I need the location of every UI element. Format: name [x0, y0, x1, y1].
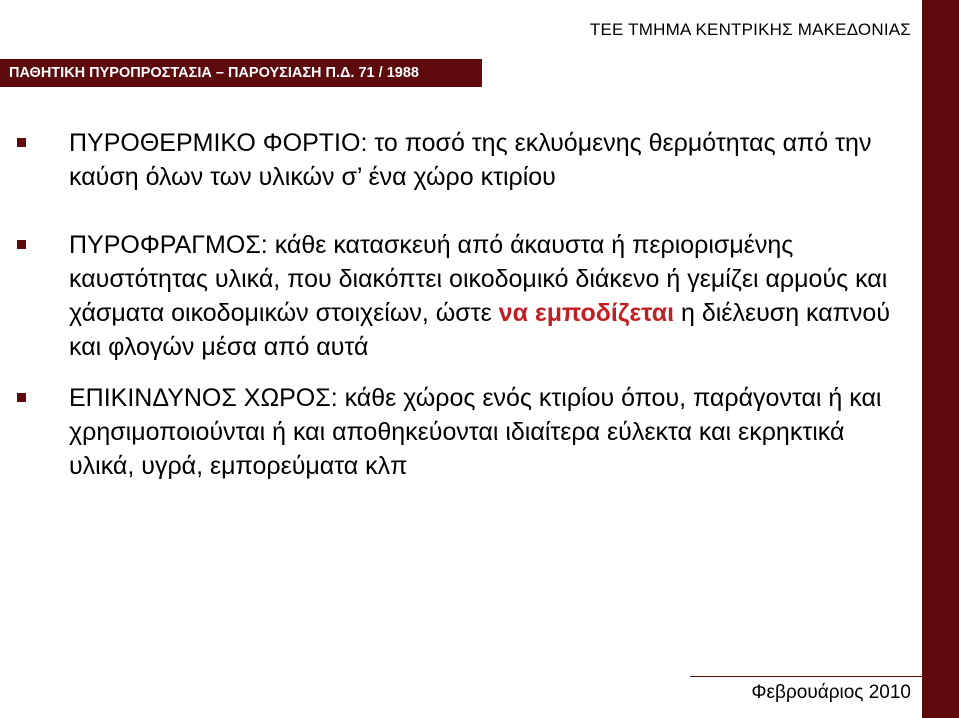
- bullet-item-fire-load: [0, 126, 912, 194]
- bullet-text-continued: η διέλευση καπνού και φλογών μέσα από αυτά: [69, 299, 891, 361]
- bullet-list: [0, 126, 912, 483]
- bullet-term: ΕΠΙΚΙΝΔΥΝΟΣ ΧΩΡΟΣ: [69, 384, 331, 412]
- square-bullet-icon: [17, 240, 26, 249]
- bullet-text: : το ποσό της εκλυόμενης θερμότητας από την καύση όλων των υλικών σ’ ένα χώρο κτιρίου: [69, 129, 872, 191]
- bullet-term: ΠΥΡΟΘΕΡΜΙΚΟ ΦΟΡΤΙΟ: [69, 129, 361, 157]
- bullet-text: : κάθε χώρος ενός κτιρίου όπου, παράγονται ή και χρησιμοποιούνται ή και αποθηκεύονται ιδιαίτερα εύλεκτα και εκρηκτικά υλικά, υγρά, εμπορεύματα κλπ: [69, 384, 882, 480]
- title-band: [0, 59, 482, 87]
- right-decorative-bar: [922, 0, 959, 718]
- square-bullet-icon: [17, 138, 26, 147]
- slide-title: ΠΑΘΗΤΙΚΗ ΠΥΡΟΠΡΟΣΤΑΣΙΑ – ΠΑΡΟΥΣΙΑΣΗ Π.Δ. 71 / 1988: [9, 65, 419, 81]
- bullet-item-hazardous-space: [0, 381, 912, 483]
- footer-divider: [690, 676, 922, 677]
- bullet-text: : κάθε κατασκευή από άκαυστα ή περιορισμένης καυστότητας υλικά, που διακόπτει οικοδομικό διάκενο ή γεμίζει αρμούς και χάσματα οικοδομικών στοιχείων, ώστε: [69, 231, 888, 327]
- bullet-item-firestop: [0, 228, 912, 364]
- square-bullet-icon: [17, 393, 26, 402]
- bullet-term: ΠΥΡΟΦΡΑΓΜΟΣ: [69, 231, 261, 259]
- bullet-emphasis: να εμποδίζεται: [498, 299, 675, 327]
- footer-date: Φεβρουάριος 2010: [751, 682, 911, 703]
- organization-label: ΤΕΕ ΤΜΗΜΑ ΚΕΝΤΡΙΚΗΣ ΜΑΚΕΔΟΝΙΑΣ: [589, 20, 911, 39]
